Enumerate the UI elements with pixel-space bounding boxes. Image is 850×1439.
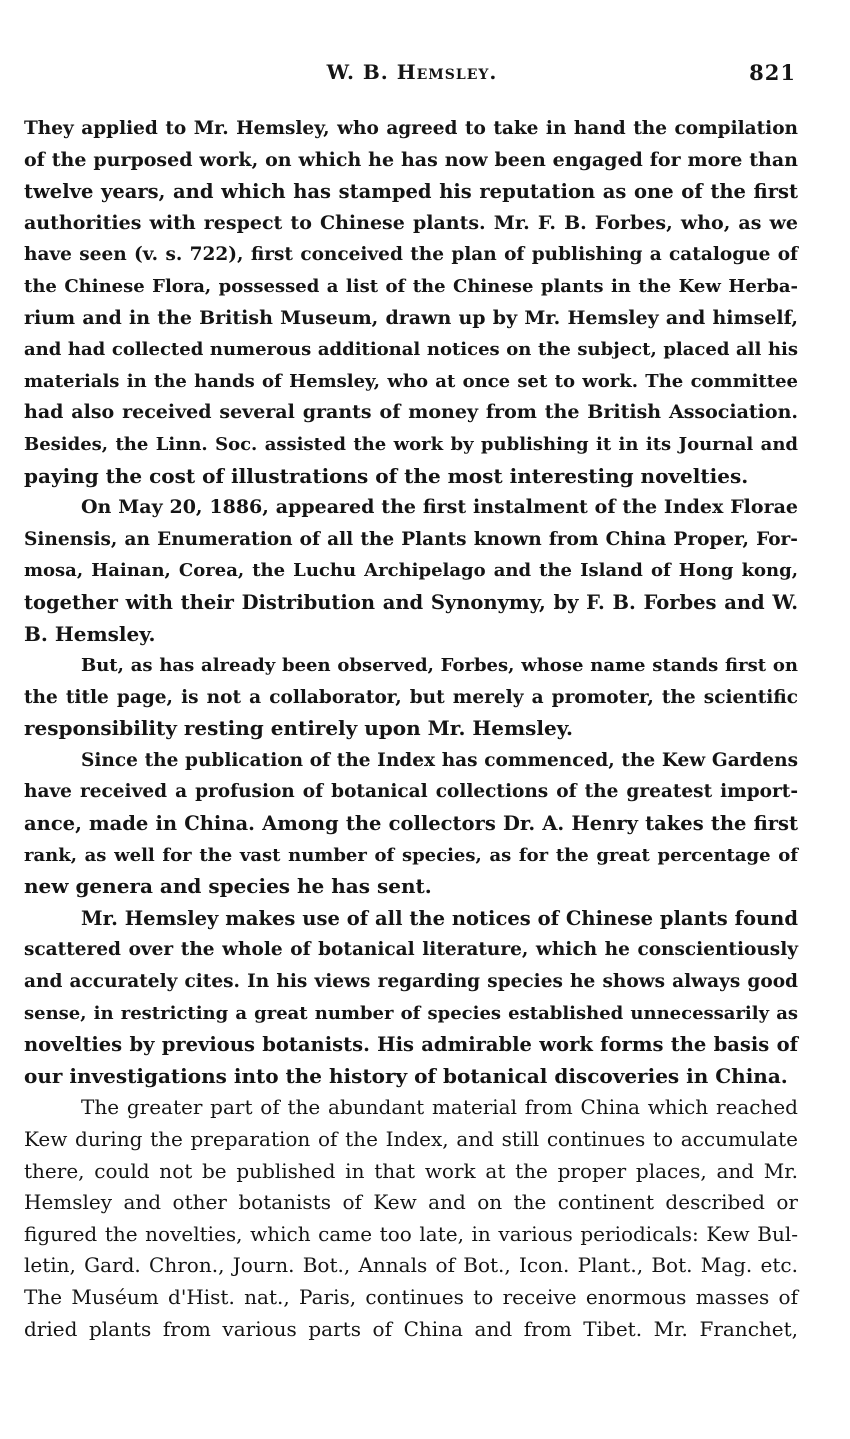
running-head [24, 60, 800, 90]
paragraph-3 [24, 650, 798, 745]
text-line: of the purposed work, on which he has now been engaged for more than [24, 148, 798, 171]
text-line: materials in the hands of Hemsley, who at once set to work. The committee [24, 370, 798, 392]
page-number: 821 [749, 60, 796, 85]
running-title: W. B. Hemsley. [326, 60, 498, 84]
text-line: novelties by previous botanists. His admirable work forms the basis of [24, 1033, 798, 1057]
paragraph-6 [24, 1092, 798, 1345]
text-line: rank, as well for the vast number of species, as for the great percentage of [24, 844, 798, 866]
text-line: Kew during the preparation of the Index, and still continues to accumulate [24, 1127, 798, 1151]
text-line: rium and in the British Museum, drawn up by Mr. Hemsley and himself, [24, 306, 798, 329]
text-line: On May 20, 1886, appeared the first instalment of the Index Florae [81, 496, 798, 519]
text-line: together with their Distribution and Synonymy, by F. B. Forbes and W. [24, 590, 798, 614]
text-line: Sinensis, an Enumeration of all the Plants known from China Proper, For- [24, 528, 798, 550]
text-line: B. Hemsley. [24, 621, 156, 646]
text-line: ance, made in China. Among the collectors Dr. A. Henry takes the first [24, 812, 798, 836]
text-line: figured the novelties, which came too late, in various periodicals: Kew Bul- [24, 1221, 798, 1246]
text-line: Since the publication of the Index has commenced, the Kew Gardens [81, 749, 798, 771]
paragraph-1 [24, 113, 798, 492]
text-line: authorities with respect to Chinese plants. Mr. F. B. Forbes, who, as we [24, 211, 798, 234]
text-line: twelve years, and which has stamped his reputation as one of the first [24, 180, 798, 204]
text-line: the Chinese Flora, possessed a list of the Chinese plants in the Kew Herba- [24, 275, 798, 297]
text-line: new genera and species he has sent. [24, 874, 432, 899]
text-line: But, as has already been observed, Forbes, whose name stands first on [81, 655, 798, 677]
text-line: have seen (v. s. 722), first conceived the plan of publishing a catalogue of [24, 244, 798, 266]
text-line: and accurately cites. In his views regarding species he shows always good [24, 971, 798, 993]
text-line: dried plants from various parts of China and from Tibet. Mr. Franchet, [24, 1316, 798, 1341]
text-line: The Muséum d'Hist. nat., Paris, continues to receive enormous masses of [24, 1284, 798, 1309]
paragraph-4 [24, 745, 798, 903]
text-line: They applied to Mr. Hemsley, who agreed to take in hand the compilation [24, 118, 798, 139]
text-line: scattered over the whole of botanical literature, which he conscientiously [24, 939, 798, 961]
text-line: Mr. Hemsley makes use of all the notices of Chinese plants found [81, 906, 798, 930]
text-line: had also received several grants of money from the British Association. [24, 401, 798, 424]
text-line: paying the cost of illustrations of the most interesting novelties. [24, 463, 749, 488]
paragraph-5 [24, 903, 798, 1093]
text-line: The greater part of the abundant material from China which reached [81, 1095, 798, 1120]
paragraph-2 [24, 492, 798, 650]
text-line: there, could not be published in that work at the proper places, and Mr. [24, 1158, 798, 1183]
text-line: and had collected numerous additional notices on the subject, placed all his [24, 339, 798, 361]
text-line: Hemsley and other botanists of Kew and on the continent described or [24, 1190, 798, 1215]
text-line: letin, Gard. Chron., Journ. Bot., Annals of Bot., Icon. Plant., Bot. Mag. etc. [24, 1253, 798, 1278]
text-line: sense, in restricting a great number of species established unnecessarily as [24, 1002, 798, 1024]
text-line: the title page, is not a collaborator, but merely a promoter, the scientific [24, 686, 798, 708]
body-text [24, 113, 798, 1345]
text-line: our investigations into the history of botanical discoveries in China. [24, 1063, 788, 1088]
text-line: Besides, the Linn. Soc. assisted the work by publishing it in its Journal and [24, 433, 798, 455]
text-line: mosa, Hainan, Corea, the Luchu Archipelago and the Island of Hong kong, [24, 560, 798, 582]
text-line: have received a profusion of botanical collections of the greatest import- [24, 781, 798, 803]
text-line: responsibility resting entirely upon Mr. Hemsley. [24, 716, 574, 741]
